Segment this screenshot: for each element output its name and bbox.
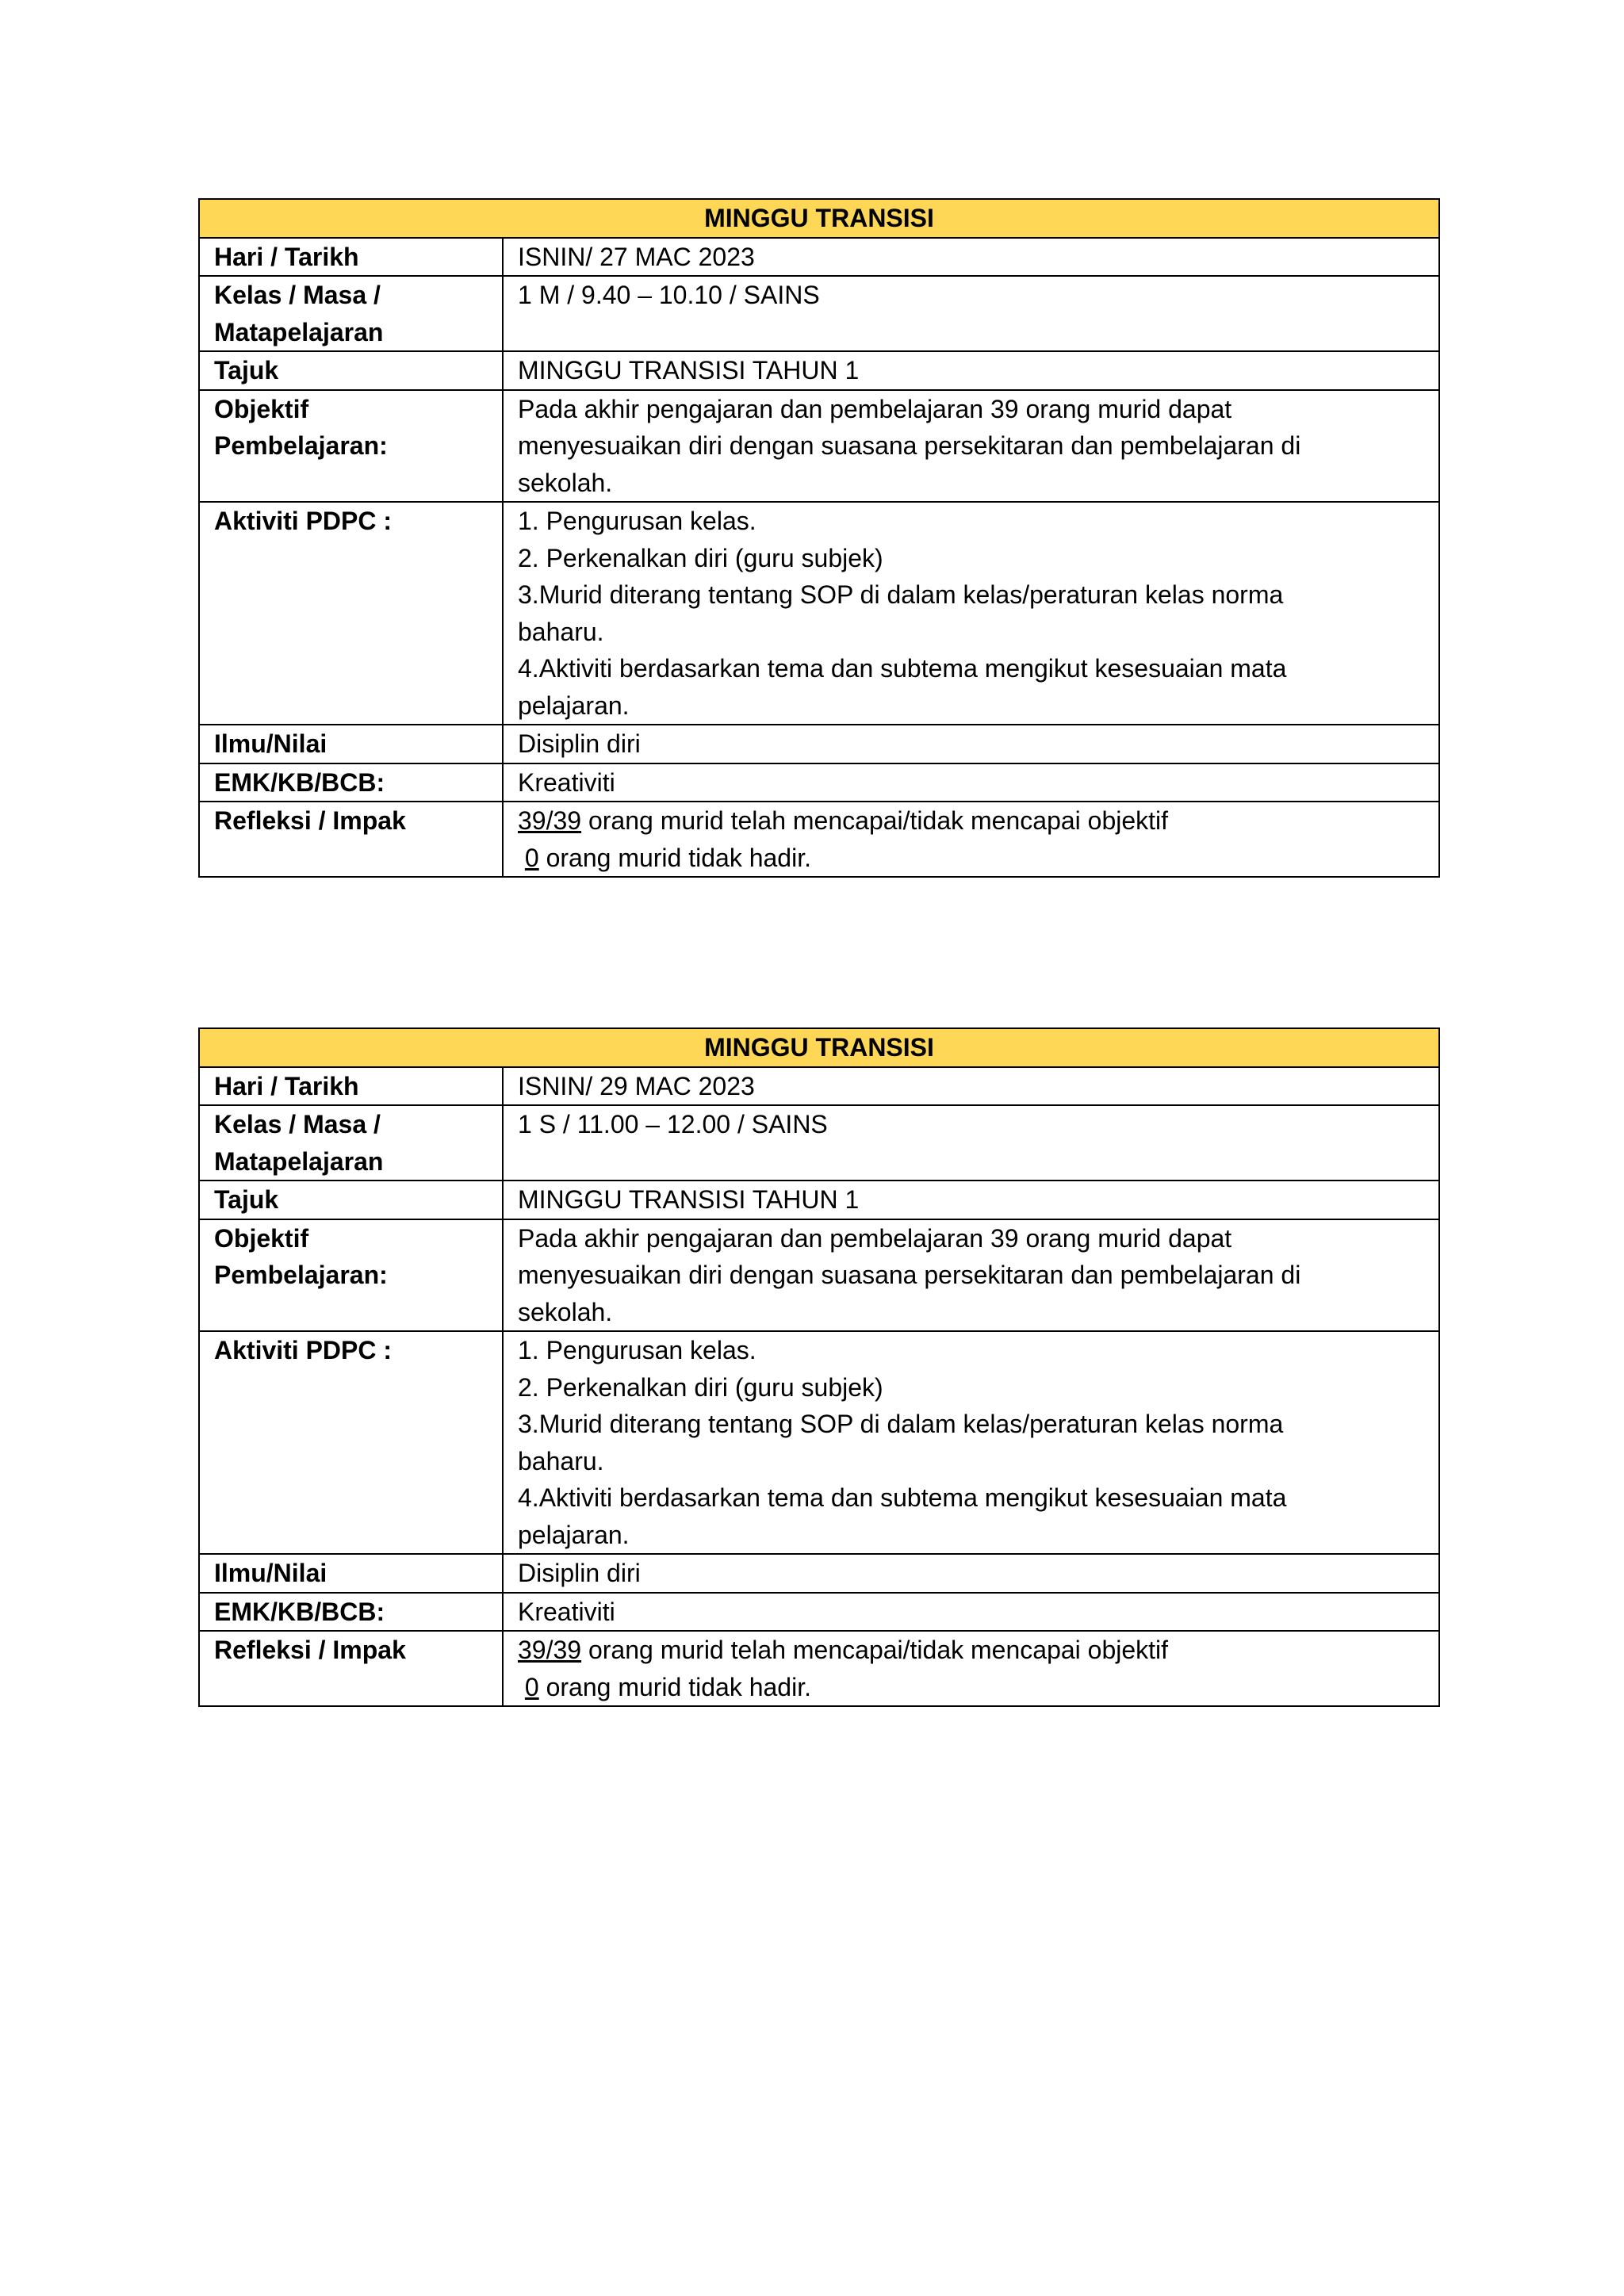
value-refleksi <box>503 802 1439 877</box>
aktiviti-item: 4.Aktiviti berdasarkan tema dan subtema mengikut kesesuaian mata <box>518 1483 1287 1512</box>
value-ilmu-nilai: Disiplin diri <box>503 725 1439 763</box>
label-kelas-masa <box>199 276 503 351</box>
objektif-line: menyesuaikan diri dengan suasana persekitaran dan pembelajaran di <box>518 431 1301 460</box>
value-hari-tarikh: ISNIN/ 29 MAC 2023 <box>503 1067 1439 1106</box>
label-line: Kelas / Masa / <box>214 1110 381 1138</box>
row-refleksi <box>199 1631 1439 1706</box>
aktiviti-item: baharu. <box>518 1446 604 1475</box>
label-refleksi: Refleksi / Impak <box>199 802 503 877</box>
objektif-line: sekolah. <box>518 1297 613 1326</box>
row-hari-tarikh <box>199 1067 1439 1106</box>
row-refleksi <box>199 802 1439 877</box>
achieved-count: 39/39 <box>518 806 582 835</box>
value-aktiviti <box>503 1331 1439 1554</box>
aktiviti-item: 2. Perkenalkan diri (guru subjek) <box>518 543 883 572</box>
absent-text: orang murid tidak hadir. <box>538 843 811 872</box>
row-tajuk <box>199 1181 1439 1219</box>
objektif-line: Pada akhir pengajaran dan pembelajaran 39 orang murid dapat <box>518 394 1232 423</box>
label-objektif <box>199 1219 503 1332</box>
value-objektif <box>503 1219 1439 1332</box>
value-hari-tarikh: ISNIN/ 27 MAC 2023 <box>503 238 1439 277</box>
absent-line <box>518 1669 1424 1706</box>
value-kelas-masa: 1 S / 11.00 – 12.00 / SAINS <box>503 1105 1439 1181</box>
objektif-line: Pada akhir pengajaran dan pembelajaran 39 orang murid dapat <box>518 1223 1232 1253</box>
absent-count: 0 <box>524 843 539 872</box>
row-aktiviti <box>199 1331 1439 1554</box>
label-line: Pembelajaran: <box>214 431 388 460</box>
row-ilmu-nilai <box>199 725 1439 763</box>
aktiviti-item: 3.Murid diterang tentang SOP di dalam kelas/peraturan kelas norma <box>518 1410 1284 1438</box>
label-line: Matapelajaran <box>214 1146 384 1176</box>
absent-line <box>518 840 1424 877</box>
label-hari-tarikh: Hari / Tarikh <box>199 238 503 277</box>
label-line: Kelas / Masa / <box>214 281 381 309</box>
row-hari-tarikh <box>199 238 1439 277</box>
achieved-count: 39/39 <box>518 1636 582 1664</box>
objektif-line: sekolah. <box>518 468 613 497</box>
lesson-plan-table <box>198 198 1440 878</box>
row-kelas-masa <box>199 276 1439 351</box>
value-emk: Kreativiti <box>503 763 1439 802</box>
table-heading: MINGGU TRANSISI <box>199 199 1439 238</box>
aktiviti-item: 3.Murid diterang tentang SOP di dalam kelas/peraturan kelas norma <box>518 580 1284 609</box>
label-kelas-masa <box>199 1105 503 1181</box>
value-emk: Kreativiti <box>503 1593 1439 1632</box>
row-emk <box>199 763 1439 802</box>
refleksi-text: orang murid telah mencapai/tidak mencapai objektif <box>581 1636 1169 1664</box>
aktiviti-item: pelajaran. <box>518 1520 630 1549</box>
label-objektif <box>199 390 503 503</box>
value-ilmu-nilai: Disiplin diri <box>503 1554 1439 1593</box>
row-tajuk <box>199 351 1439 390</box>
value-tajuk: MINGGU TRANSISI TAHUN 1 <box>503 1181 1439 1219</box>
refleksi-text: orang murid telah mencapai/tidak mencapai objektif <box>581 806 1169 835</box>
label-emk: EMK/KB/BCB: <box>199 1593 503 1632</box>
label-refleksi: Refleksi / Impak <box>199 1631 503 1706</box>
aktiviti-item: 4.Aktiviti berdasarkan tema dan subtema mengikut kesesuaian mata <box>518 654 1287 683</box>
label-aktiviti: Aktiviti PDPC : <box>199 502 503 725</box>
aktiviti-item: 2. Perkenalkan diri (guru subjek) <box>518 1372 883 1402</box>
absent-count: 0 <box>524 1672 539 1701</box>
heading-row <box>199 1028 1439 1067</box>
label-aktiviti: Aktiviti PDPC : <box>199 1331 503 1554</box>
label-ilmu-nilai: Ilmu/Nilai <box>199 725 503 763</box>
value-objektif <box>503 390 1439 503</box>
row-aktiviti <box>199 502 1439 725</box>
row-ilmu-nilai <box>199 1554 1439 1593</box>
label-line: Objektif <box>214 394 309 423</box>
row-objektif <box>199 1219 1439 1332</box>
refleksi-line <box>518 802 1424 840</box>
heading-row <box>199 199 1439 238</box>
table-heading: MINGGU TRANSISI <box>199 1028 1439 1067</box>
row-objektif <box>199 390 1439 503</box>
value-kelas-masa: 1 M / 9.40 – 10.10 / SAINS <box>503 276 1439 351</box>
aktiviti-item: baharu. <box>518 617 604 646</box>
label-line: Pembelajaran: <box>214 1261 388 1289</box>
label-line: Objektif <box>214 1223 309 1253</box>
aktiviti-item: 1. Pengurusan kelas. <box>518 1336 756 1364</box>
aktiviti-item: 1. Pengurusan kelas. <box>518 507 756 535</box>
label-ilmu-nilai: Ilmu/Nilai <box>199 1554 503 1593</box>
value-aktiviti <box>503 502 1439 725</box>
row-emk <box>199 1593 1439 1632</box>
label-hari-tarikh: Hari / Tarikh <box>199 1067 503 1106</box>
row-kelas-masa <box>199 1105 1439 1181</box>
aktiviti-item: pelajaran. <box>518 691 630 720</box>
value-tajuk: MINGGU TRANSISI TAHUN 1 <box>503 351 1439 390</box>
lesson-plan-table <box>198 1027 1440 1707</box>
value-refleksi <box>503 1631 1439 1706</box>
absent-text: orang murid tidak hadir. <box>538 1672 811 1701</box>
refleksi-line <box>518 1632 1424 1669</box>
label-emk: EMK/KB/BCB: <box>199 763 503 802</box>
objektif-line: menyesuaikan diri dengan suasana persekitaran dan pembelajaran di <box>518 1261 1301 1289</box>
label-tajuk: Tajuk <box>199 1181 503 1219</box>
label-line: Matapelajaran <box>214 317 384 346</box>
label-tajuk: Tajuk <box>199 351 503 390</box>
